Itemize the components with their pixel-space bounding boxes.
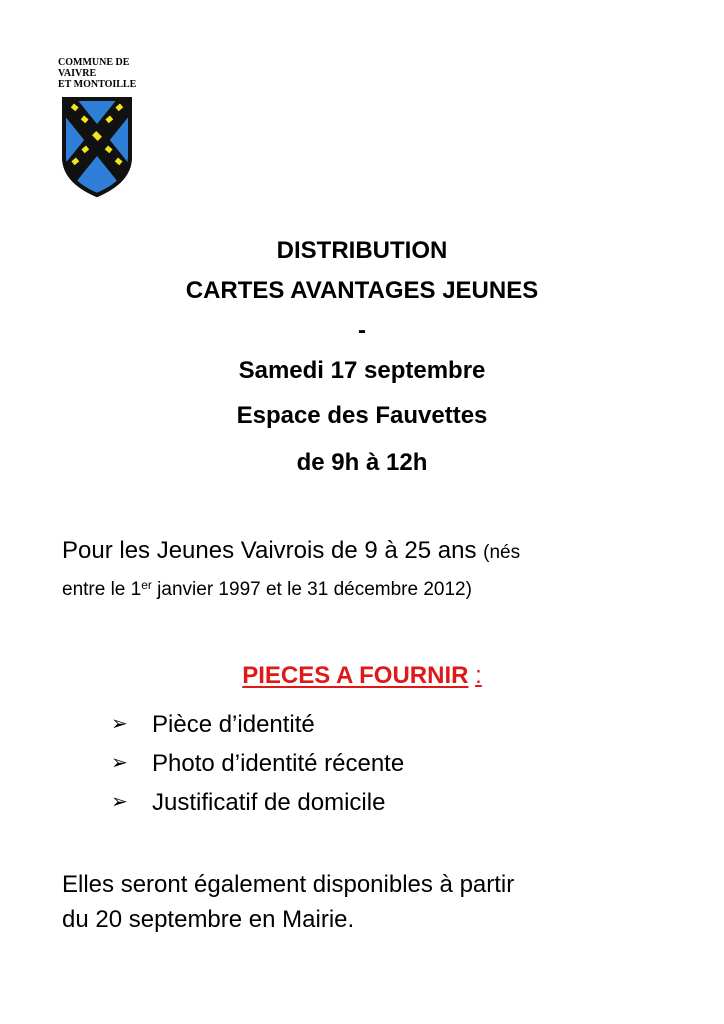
headline-subtitle: CARTES AVANTAGES JEUNES [185, 277, 539, 304]
availability-line2: du 20 septembre en Mairie. [62, 906, 355, 933]
document-item-label: Photo d’identité récente [152, 750, 405, 777]
arrow-bullet-icon: ➢ [111, 713, 128, 735]
eligibility-line2-end: janvier 1997 et le 31 décembre 2012) [151, 579, 472, 600]
arrow-bullet-icon: ➢ [111, 752, 128, 774]
crest-town-label: VAIVRE [58, 68, 97, 79]
documents-colon: : [475, 662, 482, 689]
crest-commune-label: COMMUNE DE [58, 57, 130, 68]
availability-text [62, 867, 682, 937]
list-item [111, 783, 404, 822]
eligibility-line2 [62, 579, 472, 600]
coat-of-arms-icon [60, 95, 134, 199]
eligibility-paren-start: (nés [483, 542, 521, 563]
availability-line1: Elles seront également disponibles à partir [62, 871, 515, 898]
documents-title: PIECES A FOURNIR [242, 662, 469, 689]
headline-separator: - [358, 317, 366, 344]
eligibility-text [62, 534, 682, 606]
document-item-label: Justificatif de domicile [152, 789, 386, 816]
municipal-crest [58, 57, 140, 199]
documents-heading [0, 662, 724, 690]
list-item [111, 705, 404, 744]
event-location: Espace des Fauvettes [236, 402, 488, 429]
eligibility-main: Pour les Jeunes Vaivrois de 9 à 25 ans [62, 537, 477, 564]
eligibility-superscript: er [141, 578, 152, 592]
eligibility-line2-start: entre le 1 [62, 579, 142, 600]
crest-town-label-2: ET MONTOILLE [58, 79, 137, 90]
event-date: Samedi 17 septembre [238, 357, 486, 384]
list-item [111, 744, 404, 783]
arrow-bullet-icon: ➢ [111, 791, 128, 813]
document-item-label: Pièce d’identité [152, 711, 315, 738]
event-hours: de 9h à 12h [296, 449, 428, 476]
headline-title: DISTRIBUTION [276, 237, 448, 264]
documents-list [111, 705, 404, 822]
